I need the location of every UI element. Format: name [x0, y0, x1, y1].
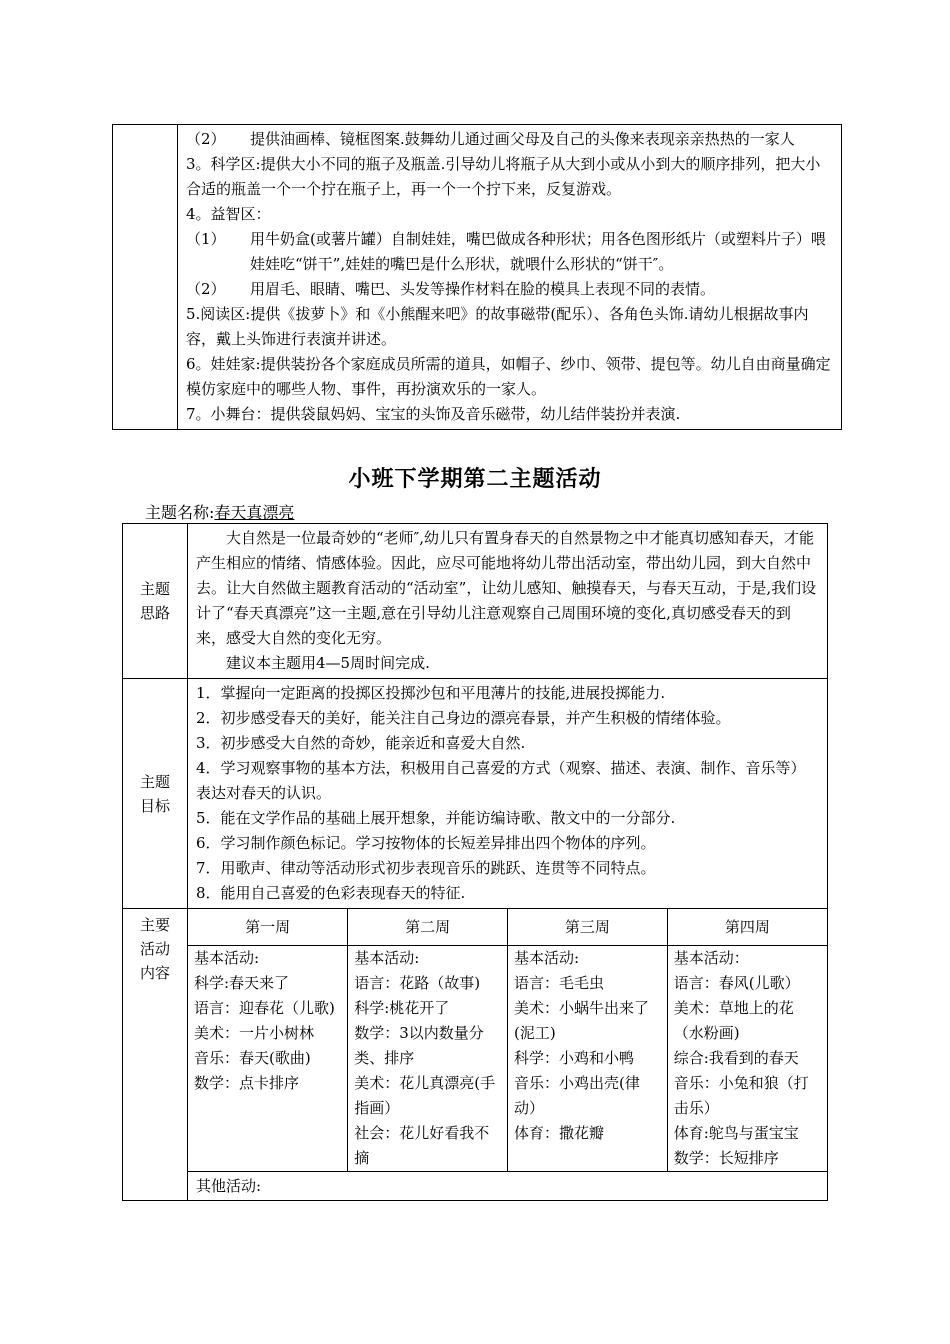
week-header: 第三周	[508, 909, 668, 946]
area-activities-cell	[178, 125, 842, 430]
activities-content	[188, 909, 828, 1201]
theme-name-label: 主题名称:	[145, 503, 215, 522]
previous-activity-table	[112, 124, 842, 430]
empty-label-cell	[113, 125, 178, 430]
list-item: 3。科学区:提供大小不同的瓶子及瓶盖.引导幼儿将瓶子从大到小或从小到大的顺序排列，把大小合适的瓶盖一个一个拧在瓶子上，再一个一个拧下来，反复游戏。	[186, 155, 821, 198]
week-4-activities: 基本活动： 语言：春风(儿歌） 美术：草地上的花（水粉画) 综合:我看到的春天 音乐：小兔和狼（打击乐） 体育:鸵鸟与蛋宝宝 数学：长短排序	[667, 946, 827, 1172]
list-item: 4。益智区：	[186, 205, 271, 223]
list-item: 6。娃娃家:提供装扮各个家庭成员所需的道具，如帽子、纱巾、领带、提包等。幼儿自由商量确定模仿家庭中的哪些人物、事件，再扮演欢乐的一家人。	[186, 355, 831, 398]
list-item: 7。小舞台：提供袋鼠妈妈、宝宝的头饰及音乐磁带，幼儿结伴装扮并表演.	[186, 405, 681, 423]
week-header: 第一周	[188, 909, 348, 946]
list-item: 5.阅读区:提供《拔萝卜》和《小熊醒来吧》的故事磁带(配乐）、各角色头饰.请幼儿根据故事内容，戴上头饰进行表演并讲述。	[186, 305, 809, 348]
goal-item: 7．用歌声、律动等活动形式初步表现音乐的跳跃、连贯等不同特点。	[196, 859, 656, 877]
goal-item: 5．能在文学作品的基础上展开想象，并能访编诗歌、散文中的一分部分.	[196, 809, 676, 827]
theme-idea-content	[188, 524, 828, 679]
page-title: 小班下学期第二主题活动	[348, 467, 602, 492]
theme-goals-row	[123, 679, 828, 909]
week-2-activities: 基本活动: 语言：花路（故事) 科学:桃花开了 数学：3以内数量分类、排序 美术：花儿真漂亮(手指画） 社会：花儿好看我不摘	[348, 946, 508, 1172]
theme-name-value: 春天真漂亮	[214, 503, 295, 522]
theme-idea-label: 主题 思路	[123, 524, 188, 679]
goal-item: 3．初步感受大自然的奇妙，能亲近和喜爱大自然.	[196, 734, 526, 752]
week-header-row	[188, 909, 827, 946]
theme-name	[145, 500, 294, 523]
activities-row	[123, 909, 828, 1201]
activities-label: 主要 活动 内容	[123, 909, 188, 1201]
week-header: 第二周	[348, 909, 508, 946]
theme-goals-label: 主题 目标	[123, 679, 188, 909]
goal-item: 8．能用自己喜爱的色彩表现春天的特征.	[196, 884, 466, 902]
other-activities-label: 其他活动:	[188, 1172, 827, 1201]
goal-item: 1．掌握向一定距离的投掷区投掷沙包和平甩薄片的技能,进展投掷能力.	[196, 684, 666, 702]
week-body-row	[188, 946, 827, 1172]
theme-idea-paragraph: 大自然是一位最奇妙的“老师″,幼儿只有置身春天的自然景物之中才能真切感知春天，才能产生相应的情绪、情感体验。因此，应尽可能地将幼儿带出活动室，带出幼儿园，到大自然中去。让大自然做主题教育活动的“活动室”，让幼儿感知、触摸春天，与春天互动，于是,我们设计了“春天真漂亮”这一主题,意在引导幼儿注意观察自己周围环境的变化,真切感受春天的到来，感受大自然的变化无穷。	[196, 529, 817, 647]
goal-item: 2．初步感受春天的美好，能关注自己身边的漂亮春景，并产生积极的情绪体验。	[196, 709, 731, 727]
goal-item: 6．学习制作颜色标记。学习按物体的长短差异排出四个物体的序列。	[196, 834, 656, 852]
goal-item: 4．学习观察事物的基本方法，积极用自己喜爱的方式（观察、描述、表演、制作、音乐等）表达对春天的认识。	[196, 759, 806, 802]
theme-idea-suggestion: 建议本主题用4—5周时间完成.	[226, 654, 430, 672]
list-item: （2） 提供油画棒、镜框图案.鼓舞幼儿通过画父母及自己的头像来表现亲亲热热的一家人	[186, 130, 795, 148]
week-3-activities: 基本活动: 语言：毛毛虫 美术：小蜗牛出来了(泥工) 科学：小鸡和小鸭 音乐：小鸡出壳(律动） 体育：撒花瓣	[508, 946, 668, 1172]
list-item: （1） 用牛奶盒(或薯片罐）自制娃娃，嘴巴做成各种形状；用各色图形纸片（或塑料片子）喂娃娃吃“饼干”,娃娃的嘴巴是什么形状，就喂什么形状的“饼干″。	[186, 230, 826, 273]
theme-plan-table	[122, 523, 828, 1201]
other-activities-row	[188, 1172, 827, 1201]
week-1-activities: 基本活动: 科学:春天来了 语言：迎春花（儿歌) 美术：一片小树林 音乐：春天(歌曲) 数学：点卡排序	[188, 946, 348, 1172]
weekly-schedule-table	[188, 909, 827, 1200]
week-header: 第四周	[667, 909, 827, 946]
list-item: （2） 用眉毛、眼睛、嘴巴、头发等操作材料在脸的模具上表现不同的表情。	[186, 280, 716, 298]
theme-goals-content	[188, 679, 828, 909]
theme-idea-row	[123, 524, 828, 679]
